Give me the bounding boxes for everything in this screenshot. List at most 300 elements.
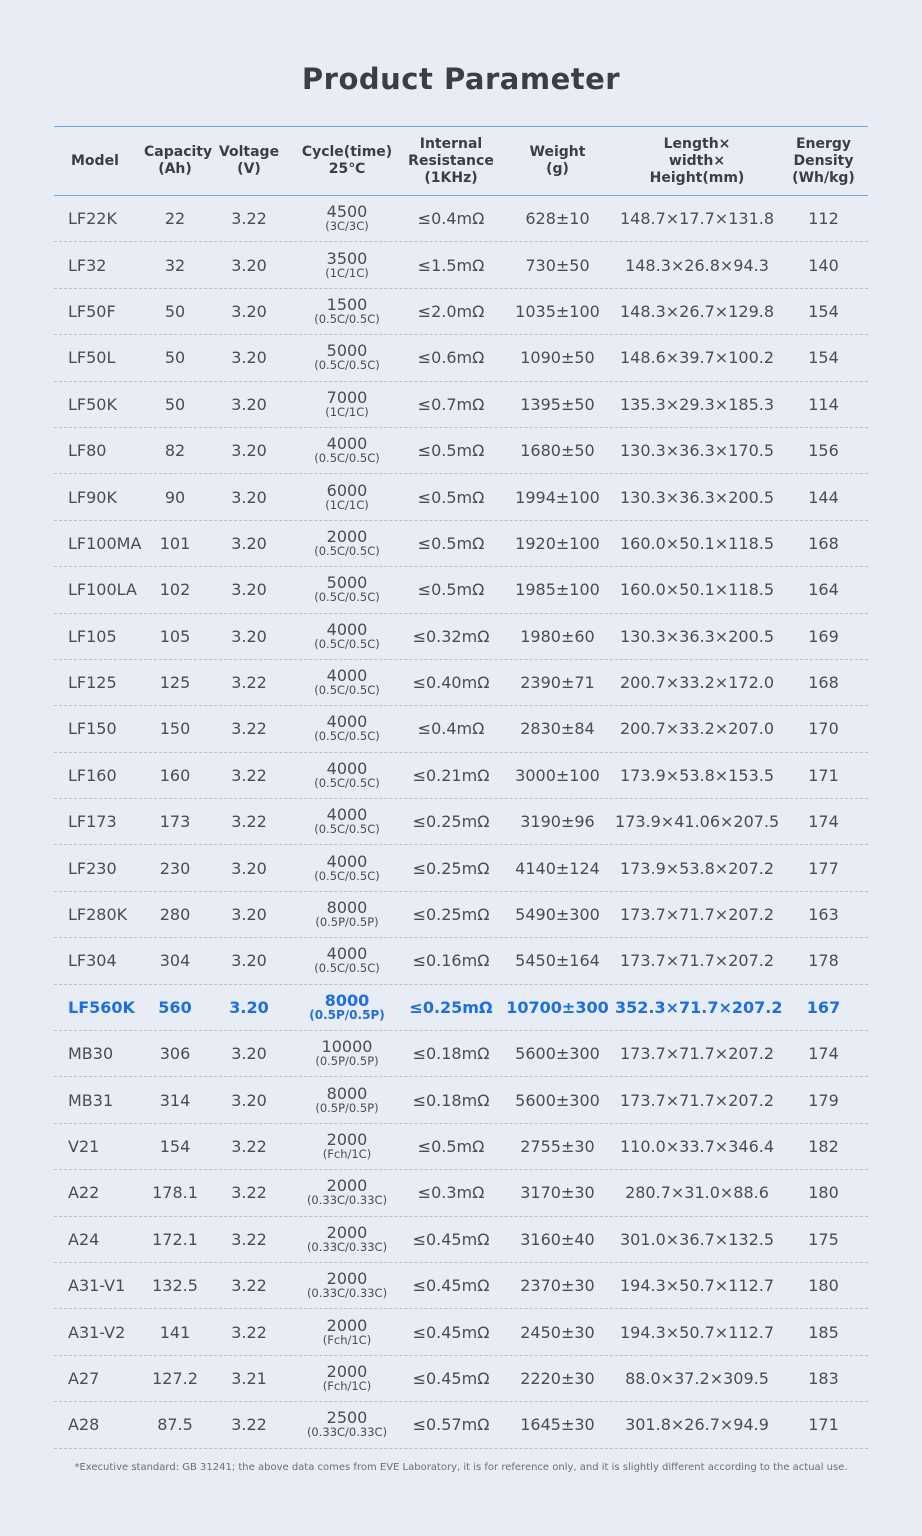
cell-capacity: 90 <box>164 487 186 507</box>
cell-capacity: 125 <box>159 673 191 693</box>
cell-voltage: 3.22 <box>231 1322 267 1342</box>
cycle-rate: (0.33C/0.33C) <box>306 1193 388 1208</box>
cell-resistance: ≤0.18mΩ <box>412 1090 490 1110</box>
cycle-count: 8000 <box>324 990 370 1010</box>
cell-model: LF560K <box>68 997 135 1017</box>
cell-weight: 1994±100 <box>515 487 600 507</box>
cell-resistance: ≤0.4mΩ <box>417 719 485 739</box>
cell-dimensions: 173.9×53.8×153.5 <box>619 765 775 785</box>
table-row <box>54 1402 868 1448</box>
cell-dimensions: 194.3×50.7×112.7 <box>619 1276 775 1296</box>
cell-cycle <box>292 946 402 975</box>
cell-model: A28 <box>68 1415 100 1435</box>
cell-cycle <box>292 248 402 280</box>
table-row <box>54 1031 868 1077</box>
cell-capacity: 306 <box>159 1044 191 1064</box>
cycle-count: 4000 <box>326 944 368 964</box>
table-row <box>54 521 868 567</box>
header-resistance-line2: Resistance <box>408 152 494 169</box>
cell-weight: 1920±100 <box>515 533 600 553</box>
cycle-rate: (0.5P/0.5P) <box>315 1054 379 1069</box>
cycle-count: 4000 <box>326 666 368 686</box>
table-row <box>54 753 868 799</box>
header-energy-line1: Energy <box>795 135 852 152</box>
cell-capacity: 150 <box>159 719 191 739</box>
cell-voltage: 3.20 <box>231 905 267 925</box>
cell-dimensions: 130.3×36.3×200.5 <box>619 626 775 646</box>
cell-resistance: ≤1.5mΩ <box>417 255 485 275</box>
header-weight-line2: (g) <box>546 161 569 177</box>
cell-weight: 3160±40 <box>520 1229 595 1249</box>
cell-weight: 2390±71 <box>520 673 595 693</box>
cell-dimensions: 301.0×36.7×132.5 <box>619 1229 775 1249</box>
cell-cycle <box>292 480 402 512</box>
table-row <box>54 1077 868 1123</box>
cell-dimensions: 88.0×37.2×309.5 <box>625 1368 769 1388</box>
header-dimensions-line3: Height(mm) <box>649 169 745 186</box>
cell-voltage: 3.22 <box>231 1415 267 1435</box>
cycle-count: 5000 <box>326 341 368 361</box>
table-header <box>54 127 868 196</box>
page-title: Product Parameter <box>301 62 621 96</box>
table-row <box>54 1217 868 1263</box>
header-resistance-line1: Internal <box>419 135 483 152</box>
cycle-rate: (0.5C/0.5C) <box>314 775 380 790</box>
cell-capacity: 172.1 <box>152 1229 198 1249</box>
cell-voltage: 3.20 <box>231 533 267 553</box>
cell-capacity: 50 <box>164 348 186 368</box>
cell-voltage: 3.22 <box>231 1183 267 1203</box>
cell-weight: 2830±84 <box>520 719 595 739</box>
cell-energy-density: 183 <box>808 1368 839 1388</box>
cell-model: MB31 <box>68 1090 114 1110</box>
cell-dimensions: 160.0×50.1×118.5 <box>619 533 775 553</box>
cycle-rate: (0.5C/0.5C) <box>314 822 380 837</box>
cell-energy-density: 180 <box>808 1276 839 1296</box>
cell-resistance: ≤0.16mΩ <box>412 951 490 971</box>
cycle-rate: (0.5P/0.5P) <box>315 1100 379 1115</box>
cycle-rate: (0.5C/0.5C) <box>314 636 380 651</box>
cell-weight: 3170±30 <box>520 1183 595 1203</box>
cycle-count: 2000 <box>326 1269 368 1289</box>
cell-capacity: 160 <box>159 765 191 785</box>
cell-model: MB30 <box>68 1044 114 1064</box>
cell-cycle <box>292 1271 402 1300</box>
table-row <box>54 1263 868 1309</box>
cell-energy-density: 164 <box>808 580 839 600</box>
table-row <box>54 1170 868 1216</box>
table-row <box>54 706 868 752</box>
cycle-rate: (0.5C/0.5C) <box>314 729 380 744</box>
cycle-count: 8000 <box>326 898 368 918</box>
cell-resistance: ≤0.7mΩ <box>417 394 485 414</box>
cell-resistance: ≤0.5mΩ <box>417 580 485 600</box>
cell-voltage: 3.20 <box>231 441 267 461</box>
cell-energy-density: 182 <box>808 1137 839 1156</box>
cell-cycle <box>292 526 402 558</box>
cell-cycle <box>292 204 402 233</box>
cycle-rate: (0.5C/0.5C) <box>314 451 380 466</box>
cell-cycle <box>292 575 402 604</box>
header-voltage-line1: Voltage <box>218 144 280 160</box>
table-row <box>54 289 868 335</box>
cell-resistance: ≤0.45mΩ <box>412 1368 490 1388</box>
cell-voltage: 3.20 <box>231 1090 267 1110</box>
cell-voltage: 3.20 <box>231 951 267 971</box>
cell-voltage: 3.22 <box>231 1276 267 1296</box>
cell-capacity: 560 <box>158 997 192 1017</box>
cell-resistance: ≤0.40mΩ <box>412 673 490 693</box>
cell-resistance: ≤0.5mΩ <box>417 533 485 553</box>
cell-energy-density: 177 <box>808 858 839 878</box>
table-row <box>54 845 868 891</box>
cell-model: LF304 <box>68 951 117 971</box>
cell-dimensions: 173.7×71.7×207.2 <box>619 905 775 925</box>
cell-capacity: 105 <box>159 626 191 646</box>
cycle-count: 6000 <box>326 480 368 500</box>
cell-dimensions: 301.8×26.7×94.9 <box>625 1415 769 1435</box>
cycle-rate: (0.5C/0.5C) <box>314 868 380 883</box>
cell-model: LF160 <box>68 765 117 785</box>
cell-cycle <box>292 714 402 743</box>
cell-energy-density: 112 <box>808 209 839 229</box>
cell-weight: 2755±30 <box>520 1137 595 1156</box>
cell-voltage: 3.20 <box>231 394 267 414</box>
header-energy-density <box>779 136 868 187</box>
table-row <box>54 614 868 660</box>
cell-cycle <box>292 436 402 465</box>
cycle-rate: (0.5P/0.5P) <box>315 915 379 930</box>
header-voltage <box>206 144 292 178</box>
cycle-count: 2000 <box>326 1361 368 1381</box>
cycle-rate: (0.5C/0.5C) <box>314 590 380 605</box>
cell-voltage: 3.22 <box>231 719 267 739</box>
cell-resistance: ≤0.21mΩ <box>412 765 490 785</box>
cell-dimensions: 173.7×71.7×207.2 <box>619 951 775 971</box>
header-model: Model <box>71 152 119 169</box>
cell-weight: 5490±300 <box>515 905 600 925</box>
cell-energy-density: 154 <box>808 348 839 368</box>
cycle-rate: (0.5C/0.5C) <box>314 358 380 373</box>
header-capacity <box>144 144 213 178</box>
cycle-rate: (Fch/1C) <box>322 1378 372 1393</box>
table-row <box>54 1356 868 1402</box>
cell-energy-density: 179 <box>808 1090 839 1110</box>
cycle-rate: (0.33C/0.33C) <box>306 1425 388 1440</box>
cycle-count: 2500 <box>326 1408 368 1428</box>
cell-dimensions: 148.6×39.7×100.2 <box>619 348 775 368</box>
cycle-count: 4500 <box>326 202 368 222</box>
cell-energy-density: 144 <box>808 487 839 507</box>
cell-weight: 1035±100 <box>515 301 600 321</box>
cell-capacity: 50 <box>164 301 186 321</box>
header-energy-line2: Density <box>793 152 854 169</box>
cell-resistance: ≤0.18mΩ <box>412 1044 490 1064</box>
cell-resistance: ≤0.45mΩ <box>412 1229 490 1249</box>
table-row <box>54 428 868 474</box>
cell-model: A31-V1 <box>68 1276 126 1296</box>
cell-energy-density: 156 <box>808 441 839 461</box>
cycle-count: 4000 <box>326 805 368 825</box>
cell-energy-density: 185 <box>808 1322 839 1342</box>
cell-dimensions: 110.0×33.7×346.4 <box>619 1137 775 1156</box>
cycle-count: 4000 <box>326 712 368 732</box>
cell-energy-density: 174 <box>808 1044 839 1064</box>
cell-energy-density: 174 <box>808 812 839 832</box>
cell-voltage: 3.20 <box>231 255 267 275</box>
cell-cycle <box>292 1315 402 1347</box>
cell-resistance: ≤0.25mΩ <box>412 858 490 878</box>
cell-dimensions: 148.3×26.7×129.8 <box>619 301 775 321</box>
table-row <box>54 567 868 613</box>
cell-model: LF230 <box>68 858 117 878</box>
header-dimensions-line1: Length× <box>663 135 731 152</box>
cell-resistance: ≤0.4mΩ <box>417 209 485 229</box>
header-weight <box>500 144 615 178</box>
header-resistance-line3: (1KHz) <box>424 169 478 186</box>
cycle-rate: (0.5C/0.5C) <box>314 961 380 976</box>
cell-capacity: 132.5 <box>152 1276 198 1296</box>
cell-dimensions: 130.3×36.3×200.5 <box>619 487 775 507</box>
cell-model: LF173 <box>68 812 117 832</box>
cell-weight: 5600±300 <box>515 1044 600 1064</box>
cell-capacity: 87.5 <box>157 1415 193 1435</box>
cycle-count: 5000 <box>326 573 368 593</box>
header-capacity-line2: (Ah) <box>158 161 192 177</box>
cell-cycle <box>292 990 402 1022</box>
cell-energy-density: 168 <box>808 673 839 693</box>
cell-energy-density: 169 <box>808 626 839 646</box>
cell-cycle <box>292 294 402 326</box>
cell-cycle <box>292 1083 402 1115</box>
cell-model: LF32 <box>68 255 107 275</box>
cell-model: LF150 <box>68 719 117 739</box>
cell-voltage: 3.21 <box>231 1368 267 1388</box>
cell-capacity: 102 <box>159 580 191 600</box>
cell-resistance: ≤0.25mΩ <box>409 997 493 1017</box>
table-row <box>54 1124 868 1170</box>
cell-weight: 3190±96 <box>520 812 595 832</box>
cell-resistance: ≤2.0mΩ <box>417 301 485 321</box>
cycle-count: 1500 <box>326 294 368 314</box>
cell-model: LF50L <box>68 348 116 368</box>
cell-weight: 2370±30 <box>520 1276 595 1296</box>
cell-model: LF105 <box>68 626 117 646</box>
cycle-rate: (0.33C/0.33C) <box>306 1286 388 1301</box>
cell-resistance: ≤0.5mΩ <box>417 487 485 507</box>
cell-weight: 10700±300 <box>506 997 609 1017</box>
cell-model: A31-V2 <box>68 1322 126 1342</box>
cycle-rate: (0.5P/0.5P) <box>309 1007 385 1022</box>
footnote: *Executive standard: GB 31241; the above data comes from EVE Laboratory, it is for reference only, and it is slightly different according to the actual use. <box>74 1462 848 1473</box>
cell-voltage: 3.22 <box>231 209 267 229</box>
cycle-rate: (0.5C/0.5C) <box>314 543 380 558</box>
cell-weight: 5600±300 <box>515 1090 600 1110</box>
cell-dimensions: 173.7×71.7×207.2 <box>619 1044 775 1064</box>
cell-cycle <box>292 1178 402 1207</box>
cycle-rate: (1C/1C) <box>325 265 369 280</box>
cell-model: LF125 <box>68 673 117 693</box>
cycle-rate: (1C/1C) <box>325 497 369 512</box>
header-dimensions-line2: width× <box>668 152 726 169</box>
cycle-rate: (Fch/1C) <box>322 1332 372 1347</box>
header-resistance <box>402 136 500 187</box>
table-row <box>54 938 868 984</box>
table-body <box>54 196 868 1449</box>
header-energy-line3: (Wh/kg) <box>792 169 855 186</box>
cell-dimensions: 173.9×41.06×207.5 <box>615 812 780 832</box>
cell-model: A22 <box>68 1183 100 1203</box>
cell-resistance: ≤0.6mΩ <box>417 348 485 368</box>
cell-dimensions: 200.7×33.2×207.0 <box>619 719 775 739</box>
cell-resistance: ≤0.25mΩ <box>412 905 490 925</box>
cell-capacity: 304 <box>159 951 191 971</box>
cell-model: V21 <box>68 1137 100 1156</box>
cycle-rate: (3C/3C) <box>325 219 369 234</box>
cell-energy-density: 163 <box>808 905 839 925</box>
cell-weight: 1395±50 <box>520 394 595 414</box>
cell-energy-density: 180 <box>808 1183 839 1203</box>
cell-capacity: 154 <box>159 1137 191 1156</box>
cell-voltage: 3.20 <box>231 487 267 507</box>
cell-dimensions: 280.7×31.0×88.6 <box>625 1183 769 1203</box>
cycle-rate: (1C/1C) <box>325 404 369 419</box>
cell-capacity: 280 <box>159 905 191 925</box>
cycle-count: 4000 <box>326 851 368 871</box>
cycle-count: 2000 <box>326 1222 368 1242</box>
cell-dimensions: 352.3×71.7×207.2 <box>615 997 783 1017</box>
cell-voltage: 3.20 <box>231 301 267 321</box>
table-row <box>54 474 868 520</box>
cell-model: A24 <box>68 1229 100 1249</box>
cell-cycle <box>292 387 402 419</box>
cell-voltage: 3.20 <box>231 348 267 368</box>
cell-voltage: 3.20 <box>229 997 269 1017</box>
cycle-count: 10000 <box>321 1037 373 1057</box>
cycle-count: 8000 <box>326 1083 368 1103</box>
cell-cycle <box>292 758 402 790</box>
cell-cycle <box>292 1132 402 1161</box>
cell-voltage: 3.20 <box>231 626 267 646</box>
cell-capacity: 230 <box>159 858 191 878</box>
cell-cycle <box>292 851 402 883</box>
table-row <box>54 335 868 381</box>
cycle-count: 4000 <box>326 758 368 778</box>
cell-dimensions: 173.9×53.8×207.2 <box>619 858 775 878</box>
table-row <box>54 1309 868 1355</box>
cell-energy-density: 140 <box>808 255 839 275</box>
header-cycle <box>292 144 402 178</box>
cell-weight: 5450±164 <box>515 951 600 971</box>
cycle-count: 2000 <box>326 1176 368 1196</box>
cell-energy-density: 171 <box>808 1415 839 1435</box>
cycle-count: 7000 <box>326 387 368 407</box>
cell-model: LF50F <box>68 301 116 321</box>
header-capacity-line1: Capacity <box>144 144 213 160</box>
cell-weight: 2450±30 <box>520 1322 595 1342</box>
table-row <box>54 196 868 242</box>
cell-weight: 3000±100 <box>515 765 600 785</box>
cell-energy-density: 154 <box>808 301 839 321</box>
cell-weight: 1980±60 <box>520 626 595 646</box>
cycle-count: 2000 <box>326 1130 368 1149</box>
table-row <box>54 660 868 706</box>
cell-energy-density: 178 <box>808 951 839 971</box>
table-row <box>54 985 868 1031</box>
cell-capacity: 32 <box>164 255 186 275</box>
cycle-rate: (0.5C/0.5C) <box>314 683 380 698</box>
cell-capacity: 101 <box>159 533 191 553</box>
cell-model: LF50K <box>68 394 117 414</box>
cell-energy-density: 167 <box>806 997 841 1017</box>
cell-voltage: 3.20 <box>231 858 267 878</box>
cell-energy-density: 175 <box>808 1229 839 1249</box>
table-row <box>54 242 868 288</box>
cell-voltage: 3.22 <box>231 1137 267 1156</box>
cycle-rate: (0.5C/0.5C) <box>314 311 380 326</box>
cell-model: A27 <box>68 1368 100 1388</box>
cycle-count: 2000 <box>326 526 368 546</box>
cell-resistance: ≤0.45mΩ <box>412 1276 490 1296</box>
cell-cycle <box>292 1039 402 1068</box>
cell-capacity: 50 <box>164 394 186 414</box>
cell-dimensions: 148.7×17.7×131.8 <box>619 209 775 229</box>
cell-model: LF22K <box>68 209 117 229</box>
cell-model: LF280K <box>68 905 128 925</box>
cell-resistance: ≤0.5mΩ <box>417 1137 485 1156</box>
cell-model: LF100MA <box>68 533 142 553</box>
table-row <box>54 892 868 938</box>
cell-dimensions: 130.3×36.3×170.5 <box>619 441 775 461</box>
cell-voltage: 3.22 <box>231 812 267 832</box>
cell-capacity: 127.2 <box>152 1368 198 1388</box>
cell-model: LF90K <box>68 487 117 507</box>
cell-weight: 730±50 <box>525 255 590 275</box>
header-voltage-line2: (V) <box>237 161 261 177</box>
cell-cycle <box>292 807 402 836</box>
cycle-count: 2000 <box>326 1315 368 1335</box>
cell-capacity: 173 <box>159 812 191 832</box>
cell-weight: 628±10 <box>525 209 590 229</box>
cell-voltage: 3.20 <box>231 1044 267 1064</box>
cell-capacity: 178.1 <box>152 1183 198 1203</box>
cell-voltage: 3.22 <box>231 765 267 785</box>
cell-weight: 1090±50 <box>520 348 595 368</box>
cell-energy-density: 170 <box>808 719 839 739</box>
cell-resistance: ≤0.45mΩ <box>412 1322 490 1342</box>
cell-cycle <box>292 668 402 697</box>
header-dimensions <box>615 136 779 187</box>
cell-dimensions: 200.7×33.2×172.0 <box>619 673 775 693</box>
parameter-table <box>54 126 868 1449</box>
cell-cycle <box>292 900 402 929</box>
cell-energy-density: 168 <box>808 533 839 553</box>
cell-capacity: 141 <box>159 1322 191 1342</box>
cycle-count: 3500 <box>326 248 368 268</box>
cell-weight: 1985±100 <box>515 580 600 600</box>
cell-weight: 1645±30 <box>520 1415 595 1435</box>
cell-capacity: 314 <box>159 1090 191 1110</box>
cell-resistance: ≤0.3mΩ <box>417 1183 485 1203</box>
cell-weight: 4140±124 <box>515 858 600 878</box>
cell-weight: 2220±30 <box>520 1368 595 1388</box>
cell-capacity: 82 <box>164 441 186 461</box>
cell-energy-density: 114 <box>808 394 839 414</box>
cycle-count: 4000 <box>326 619 368 639</box>
cell-voltage: 3.22 <box>231 673 267 693</box>
header-cycle-line1: Cycle(time) <box>301 144 393 160</box>
cell-resistance: ≤0.5mΩ <box>417 441 485 461</box>
